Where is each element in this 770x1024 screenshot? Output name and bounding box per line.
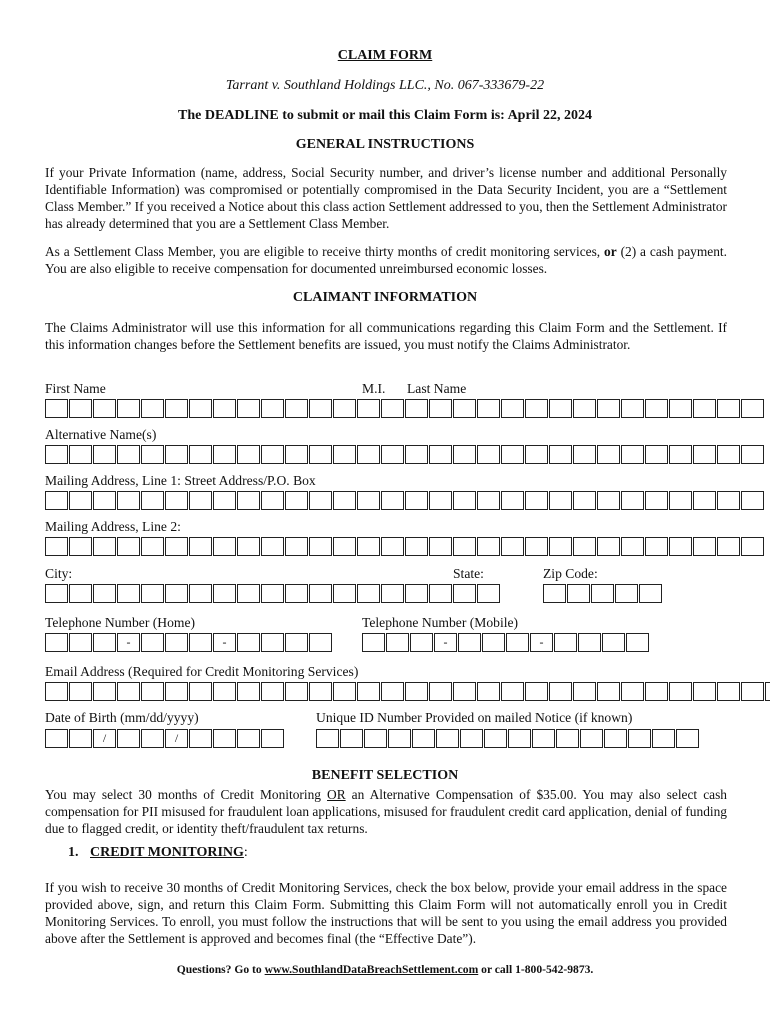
char-box[interactable] <box>117 537 140 556</box>
char-box[interactable] <box>45 729 68 748</box>
char-box[interactable] <box>482 633 505 652</box>
char-box[interactable] <box>549 537 572 556</box>
char-box[interactable] <box>357 399 380 418</box>
credit-monitoring-heading: CREDIT MONITORING: <box>90 845 248 860</box>
address-line1-boxes[interactable] <box>45 491 764 510</box>
char-box[interactable] <box>386 633 409 652</box>
char-box[interactable] <box>237 537 260 556</box>
char-box[interactable] <box>165 445 188 464</box>
char-box[interactable] <box>333 399 356 418</box>
char-box[interactable] <box>309 445 332 464</box>
char-box[interactable] <box>604 729 627 748</box>
separator-dash-box[interactable]: - <box>434 633 457 652</box>
char-box[interactable] <box>549 682 572 701</box>
char-box[interactable] <box>765 682 770 701</box>
credit-monitoring-paragraph: If you wish to receive 30 months of Credit Monitoring Services, check the box below, provide your email address in the space provided above, sign, and return this Claim Form. Submitting this Claim Form will not automatically enroll you in Credit Monitoring Services. To enroll, you must follow the instructions that will be sent to you using the email address you provided above after the Settlement is approved and becomes final (the “Effective Date”). <box>45 880 727 946</box>
char-box[interactable] <box>93 537 116 556</box>
char-box[interactable] <box>45 399 68 418</box>
char-box[interactable] <box>741 399 764 418</box>
char-box[interactable] <box>621 399 644 418</box>
char-box[interactable] <box>285 537 308 556</box>
char-box[interactable] <box>477 584 500 603</box>
char-box[interactable] <box>669 682 692 701</box>
char-box[interactable] <box>237 682 260 701</box>
char-box[interactable] <box>501 682 524 701</box>
char-box[interactable] <box>69 445 92 464</box>
char-box[interactable] <box>501 399 524 418</box>
char-box[interactable] <box>429 537 452 556</box>
char-box[interactable] <box>615 584 638 603</box>
char-box[interactable] <box>237 445 260 464</box>
char-box[interactable] <box>213 682 236 701</box>
char-box[interactable] <box>525 399 548 418</box>
alternative-names-label: Alternative Name(s) <box>45 427 157 442</box>
char-box[interactable] <box>741 537 764 556</box>
date-of-birth-label: Date of Birth (mm/dd/yyyy) <box>45 710 199 725</box>
char-box[interactable] <box>453 445 476 464</box>
address-line1-label: Mailing Address, Line 1: Street Address/P.O. Box <box>45 473 316 488</box>
char-box[interactable] <box>453 682 476 701</box>
char-box[interactable] <box>261 445 284 464</box>
char-box[interactable] <box>621 537 644 556</box>
char-box[interactable] <box>309 633 332 652</box>
char-box[interactable] <box>340 729 363 748</box>
char-box[interactable] <box>333 445 356 464</box>
city-label: City: <box>45 566 73 581</box>
char-box[interactable] <box>45 633 68 652</box>
char-box[interactable] <box>741 491 764 510</box>
claimant-information-paragraph: The Claims Administrator will use this information for all communications regarding this Claim Form and the Settlement. If this information changes before the Settlement benefits are issued, you must notify the Claims Administrator. <box>45 320 727 352</box>
char-box[interactable] <box>237 633 260 652</box>
char-box[interactable] <box>405 399 428 418</box>
address-line2-label: Mailing Address, Line 2: <box>45 519 181 534</box>
char-box[interactable] <box>741 682 764 701</box>
char-box[interactable] <box>556 729 579 748</box>
char-box[interactable] <box>141 537 164 556</box>
char-box[interactable] <box>405 491 428 510</box>
char-box[interactable] <box>621 682 644 701</box>
char-box[interactable] <box>69 729 92 748</box>
char-box[interactable] <box>626 633 649 652</box>
state-label: State: <box>453 566 484 581</box>
char-box[interactable] <box>69 537 92 556</box>
char-box[interactable] <box>189 445 212 464</box>
char-box[interactable] <box>453 491 476 510</box>
char-box[interactable] <box>333 491 356 510</box>
char-box[interactable] <box>645 399 668 418</box>
char-box[interactable] <box>621 491 644 510</box>
char-box[interactable] <box>405 537 428 556</box>
char-box[interactable] <box>69 682 92 701</box>
char-box[interactable] <box>93 491 116 510</box>
char-box[interactable] <box>453 399 476 418</box>
char-box[interactable] <box>117 399 140 418</box>
char-box[interactable] <box>261 682 284 701</box>
char-box[interactable] <box>453 584 476 603</box>
state-boxes[interactable] <box>453 584 500 603</box>
char-box[interactable] <box>309 682 332 701</box>
char-box[interactable] <box>717 491 740 510</box>
char-box[interactable] <box>436 729 459 748</box>
char-box[interactable] <box>261 584 284 603</box>
char-box[interactable] <box>573 399 596 418</box>
char-box[interactable] <box>285 633 308 652</box>
char-box[interactable] <box>628 729 651 748</box>
char-box[interactable] <box>261 729 284 748</box>
address-line2-boxes[interactable] <box>45 537 764 556</box>
char-box[interactable] <box>189 584 212 603</box>
char-box[interactable] <box>532 729 555 748</box>
phone-mobile-label: Telephone Number (Mobile) <box>362 615 519 630</box>
char-box[interactable] <box>501 445 524 464</box>
char-box[interactable] <box>165 537 188 556</box>
char-box[interactable] <box>460 729 483 748</box>
char-box[interactable] <box>501 537 524 556</box>
char-box[interactable] <box>429 445 452 464</box>
char-box[interactable] <box>567 584 590 603</box>
char-box[interactable] <box>333 537 356 556</box>
char-box[interactable] <box>669 537 692 556</box>
separator-slash-box[interactable]: / <box>93 729 116 748</box>
char-box[interactable] <box>573 682 596 701</box>
char-box[interactable] <box>189 537 212 556</box>
last-name-label: Last Name <box>407 381 467 396</box>
char-box[interactable] <box>412 729 435 748</box>
char-box[interactable] <box>410 633 433 652</box>
char-box[interactable] <box>645 682 668 701</box>
benefit-selection-paragraph: You may select 30 months of Credit Monitoring OR an Alternative Compensation of $35.00. You may also select cash compensation for PII misused for fraudulent loan applications, misused for fraudulent credit card application, denial of funding due to flagged credit, or identity theft/fraudulent tax returns. <box>45 787 727 836</box>
benefit-selection-heading: BENEFIT SELECTION <box>311 768 459 783</box>
char-box[interactable] <box>405 584 428 603</box>
char-box[interactable] <box>285 584 308 603</box>
char-box[interactable] <box>717 682 740 701</box>
char-box[interactable] <box>506 633 529 652</box>
char-box[interactable] <box>117 729 140 748</box>
separator-dash-box[interactable]: - <box>530 633 553 652</box>
char-box[interactable] <box>405 445 428 464</box>
char-box[interactable] <box>591 584 614 603</box>
char-box[interactable] <box>362 633 385 652</box>
email-boxes[interactable] <box>45 682 770 701</box>
char-box[interactable] <box>477 491 500 510</box>
char-box[interactable] <box>165 682 188 701</box>
char-box[interactable] <box>578 633 601 652</box>
char-box[interactable] <box>285 445 308 464</box>
general-instructions-paragraph: If your Private Information (name, address, Social Security number, and driver’s license number and additional Personally Identifiable Information) was compromised or potentially compromised in the Data Security Incident, you are a “Settlement Class Member.” If you received a Notice about this class action Settlement addressed to you, then the Settlement Administrator has already determined that you are a Settlement Class Member. <box>45 165 728 231</box>
char-box[interactable] <box>141 399 164 418</box>
char-box[interactable] <box>69 584 92 603</box>
char-box[interactable] <box>484 729 507 748</box>
char-box[interactable] <box>309 584 332 603</box>
char-box[interactable] <box>357 445 380 464</box>
char-box[interactable] <box>69 399 92 418</box>
char-box[interactable] <box>597 491 620 510</box>
char-box[interactable] <box>45 537 68 556</box>
eligibility-paragraph: As a Settlement Class Member, you are eligible to receive thirty months of credit monitoring services, or (2) a cash payment. You are also eligible to receive compensation for documented unreimbursed economic losses. <box>45 244 728 276</box>
char-box[interactable] <box>117 445 140 464</box>
char-box[interactable] <box>717 399 740 418</box>
char-box[interactable] <box>45 445 68 464</box>
name-boxes[interactable] <box>45 399 764 418</box>
char-box[interactable] <box>213 399 236 418</box>
claimant-information-heading: CLAIMANT INFORMATION <box>292 290 478 305</box>
char-box[interactable] <box>189 399 212 418</box>
city-boxes[interactable] <box>45 584 452 603</box>
char-box[interactable] <box>165 491 188 510</box>
char-box[interactable] <box>429 491 452 510</box>
char-box[interactable] <box>364 729 387 748</box>
char-box[interactable] <box>477 399 500 418</box>
char-box[interactable] <box>189 633 212 652</box>
char-box[interactable] <box>543 584 566 603</box>
char-box[interactable] <box>549 491 572 510</box>
char-box[interactable] <box>381 399 404 418</box>
char-box[interactable] <box>213 729 236 748</box>
char-box[interactable] <box>333 682 356 701</box>
char-box[interactable] <box>237 584 260 603</box>
separator-slash-box[interactable]: / <box>165 729 188 748</box>
char-box[interactable] <box>381 682 404 701</box>
char-box[interactable] <box>117 584 140 603</box>
char-box[interactable] <box>237 491 260 510</box>
char-box[interactable] <box>141 682 164 701</box>
char-box[interactable] <box>381 584 404 603</box>
char-box[interactable] <box>213 491 236 510</box>
char-box[interactable] <box>477 537 500 556</box>
char-box[interactable] <box>381 537 404 556</box>
char-box[interactable] <box>141 491 164 510</box>
char-box[interactable] <box>213 584 236 603</box>
char-box[interactable] <box>525 445 548 464</box>
char-box[interactable] <box>508 729 531 748</box>
char-box[interactable] <box>141 633 164 652</box>
char-box[interactable] <box>645 537 668 556</box>
alternative-names-boxes[interactable] <box>45 445 764 464</box>
char-box[interactable] <box>676 729 699 748</box>
separator-dash-box[interactable]: - <box>117 633 140 652</box>
char-box[interactable] <box>309 399 332 418</box>
footer-website-link[interactable]: www.SouthlandDataBreachSettlement.com <box>264 963 479 976</box>
char-box[interactable] <box>693 445 716 464</box>
char-box[interactable] <box>429 399 452 418</box>
char-box[interactable] <box>501 491 524 510</box>
char-box[interactable] <box>189 682 212 701</box>
char-box[interactable] <box>285 399 308 418</box>
char-box[interactable] <box>549 445 572 464</box>
char-box[interactable] <box>357 491 380 510</box>
char-box[interactable] <box>261 537 284 556</box>
phone-home-boxes[interactable] <box>45 633 332 652</box>
char-box[interactable] <box>93 584 116 603</box>
char-box[interactable] <box>117 682 140 701</box>
char-box[interactable] <box>45 584 68 603</box>
char-box[interactable] <box>93 633 116 652</box>
char-box[interactable] <box>525 491 548 510</box>
char-box[interactable] <box>237 729 260 748</box>
char-box[interactable] <box>45 682 68 701</box>
general-instructions-heading: GENERAL INSTRUCTIONS <box>295 137 475 152</box>
char-box[interactable] <box>741 445 764 464</box>
char-box[interactable] <box>525 537 548 556</box>
char-box[interactable] <box>573 491 596 510</box>
char-box[interactable] <box>333 584 356 603</box>
char-box[interactable] <box>93 399 116 418</box>
char-box[interactable] <box>165 633 188 652</box>
char-box[interactable] <box>261 491 284 510</box>
char-box[interactable] <box>213 537 236 556</box>
unique-id-label: Unique ID Number Provided on mailed Notice (if known) <box>316 710 633 725</box>
char-box[interactable] <box>141 584 164 603</box>
char-box[interactable] <box>117 491 140 510</box>
char-box[interactable] <box>213 445 236 464</box>
char-box[interactable] <box>261 399 284 418</box>
char-box[interactable] <box>285 491 308 510</box>
char-box[interactable] <box>429 682 452 701</box>
char-box[interactable] <box>309 491 332 510</box>
char-box[interactable] <box>645 445 668 464</box>
char-box[interactable] <box>573 537 596 556</box>
char-box[interactable] <box>549 399 572 418</box>
char-box[interactable] <box>405 682 428 701</box>
char-box[interactable] <box>525 682 548 701</box>
zip-code-boxes[interactable] <box>543 584 662 603</box>
char-box[interactable] <box>261 633 284 652</box>
char-box[interactable] <box>381 445 404 464</box>
middle-initial-label: M.I. <box>362 381 386 396</box>
date-of-birth-boxes[interactable] <box>45 729 284 748</box>
char-box[interactable] <box>669 491 692 510</box>
char-box[interactable] <box>573 445 596 464</box>
char-box[interactable] <box>580 729 603 748</box>
zip-code-label: Zip Code: <box>543 566 598 581</box>
char-box[interactable] <box>316 729 339 748</box>
case-caption: Tarrant v. Southland Holdings LLC., No. 067-333679-22 <box>225 78 545 93</box>
char-box[interactable] <box>693 491 716 510</box>
separator-dash-box[interactable]: - <box>213 633 236 652</box>
char-box[interactable] <box>357 682 380 701</box>
char-box[interactable] <box>309 537 332 556</box>
char-box[interactable] <box>693 399 716 418</box>
char-box[interactable] <box>652 729 675 748</box>
char-box[interactable] <box>597 399 620 418</box>
char-box[interactable] <box>189 491 212 510</box>
char-box[interactable] <box>381 491 404 510</box>
char-box[interactable] <box>45 491 68 510</box>
char-box[interactable] <box>554 633 577 652</box>
char-box[interactable] <box>639 584 662 603</box>
char-box[interactable] <box>189 729 212 748</box>
char-box[interactable] <box>621 445 644 464</box>
deadline-notice: The DEADLINE to submit or mail this Claim Form is: April 22, 2024 <box>178 108 592 123</box>
char-box[interactable] <box>669 445 692 464</box>
form-title: CLAIM FORM <box>337 48 433 63</box>
phone-home-label: Telephone Number (Home) <box>45 615 196 630</box>
char-box[interactable] <box>69 633 92 652</box>
char-box[interactable] <box>693 537 716 556</box>
unique-id-boxes[interactable] <box>316 729 699 748</box>
char-box[interactable] <box>453 537 476 556</box>
char-box[interactable] <box>645 491 668 510</box>
char-box[interactable] <box>93 445 116 464</box>
char-box[interactable] <box>458 633 481 652</box>
char-box[interactable] <box>69 491 92 510</box>
char-box[interactable] <box>717 537 740 556</box>
char-box[interactable] <box>477 682 500 701</box>
char-box[interactable] <box>93 682 116 701</box>
char-box[interactable] <box>165 584 188 603</box>
char-box[interactable] <box>477 445 500 464</box>
char-box[interactable] <box>717 445 740 464</box>
footer-contact: Questions? Go to www.SouthlandDataBreachSettlement.com or call 1-800-542-9873. <box>176 963 594 976</box>
phone-mobile-boxes[interactable] <box>362 633 649 652</box>
char-box[interactable] <box>693 682 716 701</box>
char-box[interactable] <box>237 399 260 418</box>
char-box[interactable] <box>165 399 188 418</box>
first-name-label: First Name <box>45 381 106 396</box>
char-box[interactable] <box>141 445 164 464</box>
char-box[interactable] <box>669 399 692 418</box>
credit-monitoring-number: 1. <box>68 845 79 860</box>
char-box[interactable] <box>597 445 620 464</box>
char-box[interactable] <box>357 584 380 603</box>
char-box[interactable] <box>357 537 380 556</box>
char-box[interactable] <box>141 729 164 748</box>
char-box[interactable] <box>388 729 411 748</box>
char-box[interactable] <box>285 682 308 701</box>
char-box[interactable] <box>429 584 452 603</box>
char-box[interactable] <box>602 633 625 652</box>
char-box[interactable] <box>597 537 620 556</box>
char-box[interactable] <box>597 682 620 701</box>
email-label: Email Address (Required for Credit Monitoring Services) <box>45 664 359 679</box>
